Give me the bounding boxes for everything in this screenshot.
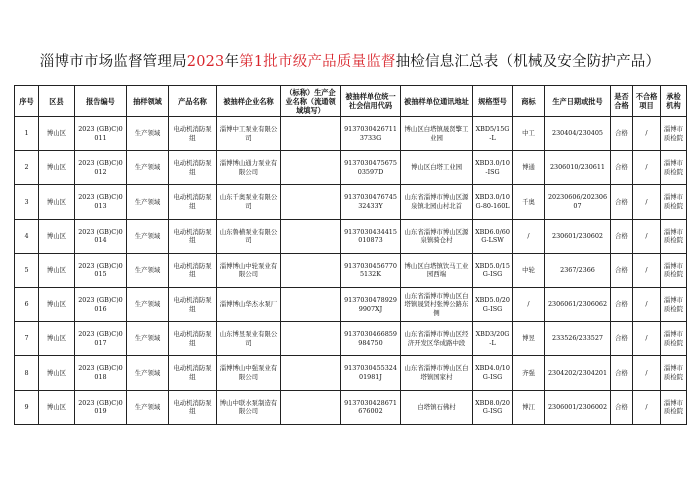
cell-pass: 合格 <box>611 356 633 390</box>
cell-company: 山东鲁横泵业有限公司 <box>217 219 281 253</box>
cell-code: 9137030434415010873 <box>341 219 401 253</box>
cell-brand: 齐强 <box>513 356 545 390</box>
table-row <box>15 117 687 151</box>
cell-model: XBD5.0/15G-ISG <box>473 253 513 287</box>
cell-seq: 4 <box>15 219 39 253</box>
cell-date: 2304202/2304201 <box>545 356 611 390</box>
cell-seq: 7 <box>15 322 39 356</box>
cell-company: 山东博昱泵业有限公司 <box>217 322 281 356</box>
cell-model: XBD3.0/10G-80-160L <box>473 185 513 219</box>
col-field: 抽样领域 <box>127 86 169 117</box>
cell-field: 生产领域 <box>127 219 169 253</box>
cell-report: 2023 (GB)C)0 014 <box>75 219 127 253</box>
title-part1: 淄博市市场监督管理局 <box>39 54 187 70</box>
cell-fail: / <box>633 390 661 424</box>
cell-report: 2023 (GB)C)0 019 <box>75 390 127 424</box>
cell-producer <box>281 253 341 287</box>
cell-seq: 5 <box>15 253 39 287</box>
cell-lab: 淄博市质检院 <box>661 356 687 390</box>
cell-model: XBD6.0/60G-LSW <box>473 219 513 253</box>
cell-seq: 2 <box>15 151 39 185</box>
cell-pass: 合格 <box>611 219 633 253</box>
cell-company: 山东千奥泵业有限公司 <box>217 185 281 219</box>
inspection-table <box>14 85 687 425</box>
cell-fail: / <box>633 356 661 390</box>
cell-county: 博山区 <box>39 185 75 219</box>
cell-pass: 合格 <box>611 390 633 424</box>
col-product: 产品名称 <box>169 86 217 117</box>
cell-field: 生产领域 <box>127 287 169 321</box>
col-report: 报告编号 <box>75 86 127 117</box>
cell-producer <box>281 151 341 185</box>
cell-county: 博山区 <box>39 219 75 253</box>
cell-company: 淄博博山中强泵业有限公司 <box>217 356 281 390</box>
cell-company: 淄博博山通力泵业有限公司 <box>217 151 281 185</box>
cell-producer <box>281 390 341 424</box>
cell-brand: 博昱 <box>513 322 545 356</box>
col-county: 区县 <box>39 86 75 117</box>
title-part2: 年 <box>224 54 240 70</box>
cell-report: 2023 (GB)C)0 015 <box>75 253 127 287</box>
cell-address: 山东省淄博市博山区源泉镇北园山村北首 <box>401 185 473 219</box>
col-company: 被抽样企业名称 <box>217 86 281 117</box>
table-header-row <box>15 86 687 117</box>
cell-date: 2306001/2306002 <box>545 390 611 424</box>
cell-pass: 合格 <box>611 322 633 356</box>
cell-county: 博山区 <box>39 390 75 424</box>
cell-fail: / <box>633 253 661 287</box>
cell-address: 博山区白塔工业园 <box>401 151 473 185</box>
cell-address: 山东省淄博市博山区白塔镇晟贤村张博公路东侧 <box>401 287 473 321</box>
table-row <box>15 322 687 356</box>
cell-address: 山东省淄博市博山区白塔镇国家村 <box>401 356 473 390</box>
cell-address: 博山区白塔镇晟贤擎工业园 <box>401 117 473 151</box>
cell-county: 博山区 <box>39 287 75 321</box>
cell-date: 230601/230602 <box>545 219 611 253</box>
cell-report: 2023 (GB)C)0 018 <box>75 356 127 390</box>
cell-lab: 淄博市质检院 <box>661 151 687 185</box>
cell-producer <box>281 287 341 321</box>
cell-company: 博山中联水泵制造有限公司 <box>217 390 281 424</box>
cell-lab: 淄博市质检院 <box>661 117 687 151</box>
cell-lab: 淄博市质检院 <box>661 390 687 424</box>
cell-county: 博山区 <box>39 356 75 390</box>
cell-fail: / <box>633 117 661 151</box>
table-row <box>15 219 687 253</box>
cell-pass: 合格 <box>611 287 633 321</box>
col-lab: 承检机构 <box>661 86 687 117</box>
cell-product: 电动机消防泵组 <box>169 219 217 253</box>
cell-county: 博山区 <box>39 151 75 185</box>
cell-model: XBD3/20G-L <box>473 322 513 356</box>
cell-pass: 合格 <box>611 151 633 185</box>
cell-code: 91370304267113733G <box>341 117 401 151</box>
cell-fail: / <box>633 219 661 253</box>
cell-product: 电动机消防泵组 <box>169 117 217 151</box>
cell-fail: / <box>633 322 661 356</box>
cell-address: 山东省淄博市博山区源泉镇骑仓村 <box>401 219 473 253</box>
cell-county: 博山区 <box>39 253 75 287</box>
cell-brand: 博江 <box>513 390 545 424</box>
cell-producer <box>281 219 341 253</box>
cell-brand: 中轮 <box>513 253 545 287</box>
cell-product: 电动机消防泵组 <box>169 287 217 321</box>
cell-report: 2023 (GB)C)0 017 <box>75 322 127 356</box>
cell-seq: 9 <box>15 390 39 424</box>
cell-code: 913703047674532433Y <box>341 185 401 219</box>
cell-seq: 1 <box>15 117 39 151</box>
table-row <box>15 253 687 287</box>
cell-code: 91370304567705132K <box>341 253 401 287</box>
cell-product: 电动机消防泵组 <box>169 322 217 356</box>
cell-seq: 6 <box>15 287 39 321</box>
cell-producer <box>281 117 341 151</box>
cell-producer <box>281 356 341 390</box>
title-batch: 第1批市级产品质量监督 <box>239 54 396 70</box>
cell-fail: / <box>633 185 661 219</box>
cell-brand: / <box>513 219 545 253</box>
cell-model: XBD4.0/10G-ISG <box>473 356 513 390</box>
col-code: 被抽样单位统一社会信用代码 <box>341 86 401 117</box>
cell-brand: 中工 <box>513 117 545 151</box>
cell-producer <box>281 322 341 356</box>
cell-code: 9137030466859984750 <box>341 322 401 356</box>
cell-company: 淄博中工泵业有限公司 <box>217 117 281 151</box>
col-fail: 不合格项目 <box>633 86 661 117</box>
cell-code: 913703047567503597D <box>341 151 401 185</box>
col-seq: 序号 <box>15 86 39 117</box>
cell-brand: 千奥 <box>513 185 545 219</box>
cell-brand: / <box>513 287 545 321</box>
cell-seq: 3 <box>15 185 39 219</box>
title-part3: 抽检信息汇总表（机械及安全防护产品） <box>395 54 661 70</box>
cell-field: 生产领域 <box>127 151 169 185</box>
table-row <box>15 185 687 219</box>
cell-address: 白塔镇石佛村 <box>401 390 473 424</box>
cell-company: 淄博博山中轮泵业有限公司 <box>217 253 281 287</box>
cell-lab: 淄博市质检院 <box>661 219 687 253</box>
table-row <box>15 287 687 321</box>
cell-model: XBD8.0/20G-ISG <box>473 390 513 424</box>
cell-product: 电动机消防泵组 <box>169 151 217 185</box>
cell-product: 电动机消防泵组 <box>169 356 217 390</box>
table-row <box>15 151 687 185</box>
cell-pass: 合格 <box>611 117 633 151</box>
cell-model: XBD3.0/10-ISG <box>473 151 513 185</box>
col-address: 被抽样单位通讯地址 <box>401 86 473 117</box>
cell-address: 博山区白塔镇饮马工业园西端 <box>401 253 473 287</box>
cell-date: 233526/233527 <box>545 322 611 356</box>
cell-report: 2023 (GB)C)0 011 <box>75 117 127 151</box>
col-model: 规格型号 <box>473 86 513 117</box>
cell-fail: / <box>633 287 661 321</box>
cell-date: 2306010/230611 <box>545 151 611 185</box>
cell-company: 淄博博山华杰水泵厂 <box>217 287 281 321</box>
cell-fail: / <box>633 151 661 185</box>
cell-producer <box>281 185 341 219</box>
cell-lab: 淄博市质检院 <box>661 287 687 321</box>
cell-product: 电动机消防泵组 <box>169 390 217 424</box>
table-row <box>15 356 687 390</box>
cell-date: 2367/2366 <box>545 253 611 287</box>
document-title <box>0 52 700 72</box>
table-row <box>15 390 687 424</box>
cell-pass: 合格 <box>611 253 633 287</box>
cell-field: 生产领域 <box>127 185 169 219</box>
col-producer: （标称）生产企业名称（流通领域填写） <box>281 86 341 117</box>
cell-pass: 合格 <box>611 185 633 219</box>
cell-code: 91370304789299907XJ <box>341 287 401 321</box>
cell-code: 9137030428671676002 <box>341 390 401 424</box>
cell-date: 230404/230405 <box>545 117 611 151</box>
cell-field: 生产领域 <box>127 117 169 151</box>
cell-date: 20230606/20230607 <box>545 185 611 219</box>
cell-product: 电动机消防泵组 <box>169 185 217 219</box>
cell-lab: 淄博市质检院 <box>661 185 687 219</box>
col-pass: 是否合格 <box>611 86 633 117</box>
cell-field: 生产领域 <box>127 322 169 356</box>
col-brand: 商标 <box>513 86 545 117</box>
cell-report: 2023 (GB)C)0 012 <box>75 151 127 185</box>
cell-field: 生产领域 <box>127 356 169 390</box>
cell-report: 2023 (GB)C)0 016 <box>75 287 127 321</box>
cell-date: 2306061/2306062 <box>545 287 611 321</box>
cell-model: XBD5/15G-L <box>473 117 513 151</box>
cell-code: 913703045532401981J <box>341 356 401 390</box>
cell-address: 山东省淄博市博山区经济开发区华成路中段 <box>401 322 473 356</box>
cell-product: 电动机消防泵组 <box>169 253 217 287</box>
cell-county: 博山区 <box>39 117 75 151</box>
cell-report: 2023 (GB)C)0 013 <box>75 185 127 219</box>
cell-brand: 博通 <box>513 151 545 185</box>
cell-seq: 8 <box>15 356 39 390</box>
cell-county: 博山区 <box>39 322 75 356</box>
cell-field: 生产领域 <box>127 390 169 424</box>
cell-field: 生产领域 <box>127 253 169 287</box>
cell-lab: 淄博市质检院 <box>661 253 687 287</box>
cell-lab: 淄博市质检院 <box>661 322 687 356</box>
title-year: 2023 <box>186 54 225 70</box>
cell-model: XBD5.0/20G-ISG <box>473 287 513 321</box>
col-date: 生产日期或批号 <box>545 86 611 117</box>
